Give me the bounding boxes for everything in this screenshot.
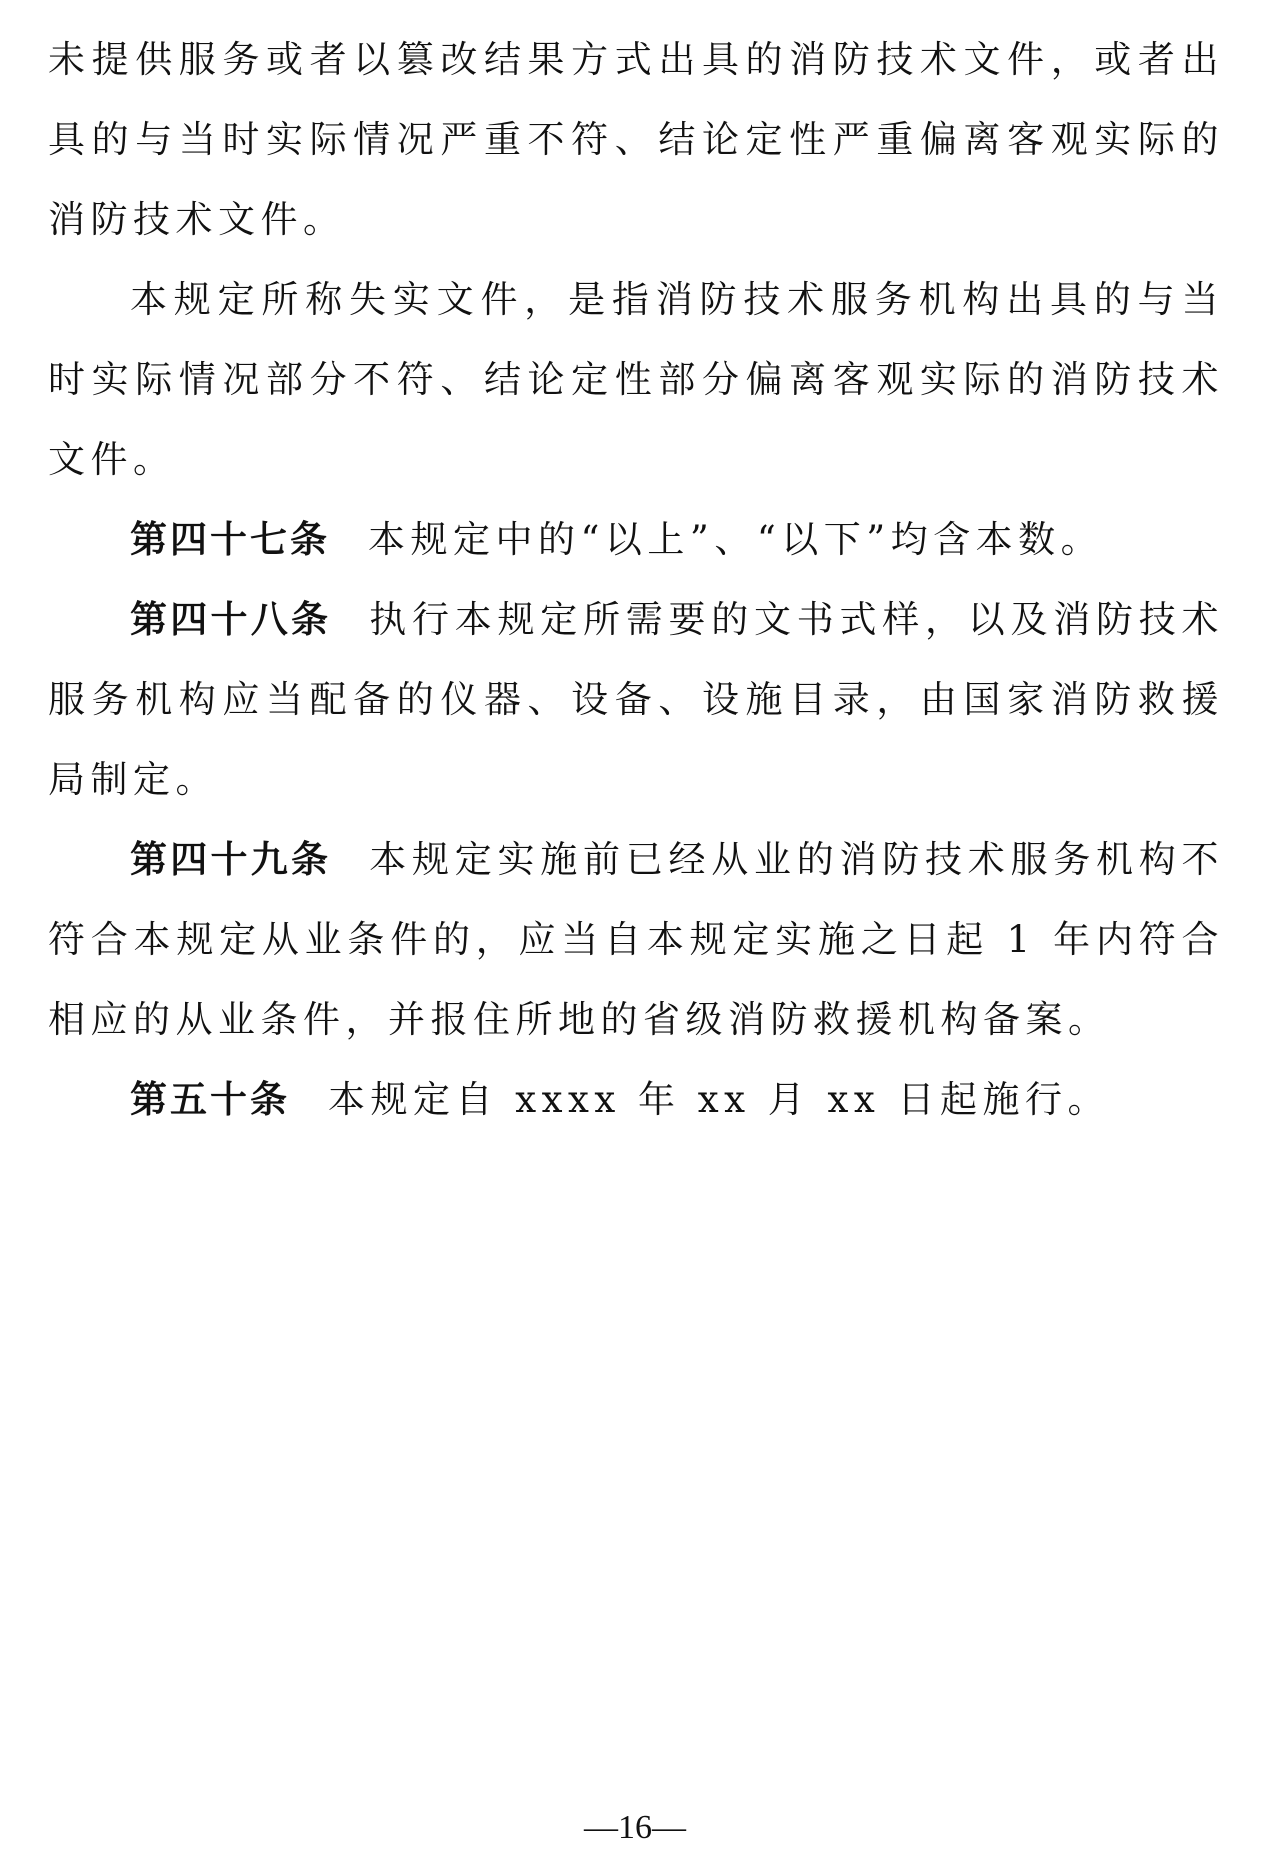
paragraph-text: 未提供服务或者以篡改结果方式出具的消防技术文件，或者出具的与当时实际情况严重不符、结论定性严重偏离客观实际的消防技术文件。	[48, 38, 1224, 241]
article-heading: 第四十八条	[130, 598, 332, 641]
article-text: 本规定中的“以上”、“以下”均含本数。	[368, 518, 1104, 561]
paragraph-definition	[48, 260, 1224, 500]
article-48	[48, 580, 1224, 820]
article-heading: 第四十七条	[130, 518, 330, 561]
paragraph-continuation	[48, 20, 1224, 260]
article-text: 本规定实施前已经从业的消防技术服务机构不符合本规定从业条件的，应当自本规定实施之日起 1 年内符合相应的从业条件，并报住所地的省级消防救援机构备案。	[48, 838, 1224, 1041]
article-heading: 第五十条	[130, 1078, 290, 1121]
article-49	[48, 820, 1224, 1060]
document-body	[48, 20, 1224, 1140]
article-50	[48, 1060, 1224, 1140]
page-number: —16—	[584, 1809, 686, 1846]
article-text: 本规定自 xxxx 年 xx 月 xx 日起施行。	[328, 1078, 1111, 1121]
paragraph-text: 本规定所称失实文件，是指消防技术服务机构出具的与当时实际情况部分不符、结论定性部分偏离客观实际的消防技术文件。	[48, 278, 1224, 481]
article-47	[48, 500, 1224, 580]
article-text: 执行本规定所需要的文书式样，以及消防技术服务机构应当配备的仪器、设备、设施目录，由国家消防救援局制定。	[48, 598, 1224, 801]
article-heading: 第四十九条	[130, 838, 332, 881]
